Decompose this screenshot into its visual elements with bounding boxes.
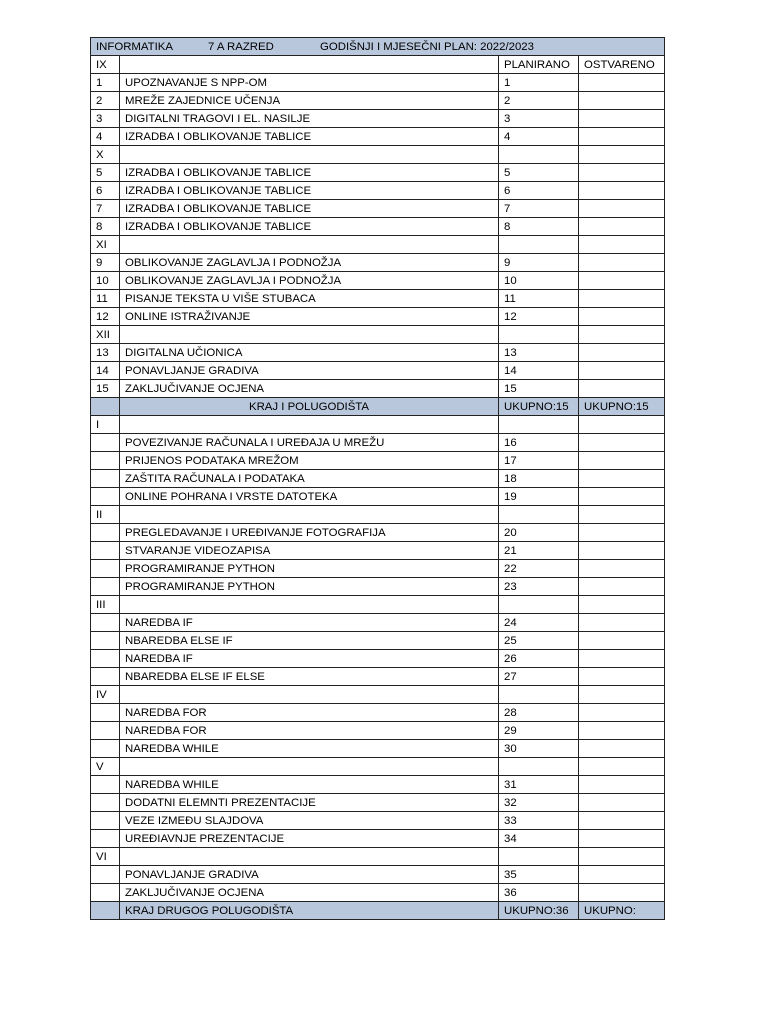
row-number-cell [91, 812, 120, 830]
done-cell [579, 416, 665, 434]
row-number-cell [91, 794, 120, 812]
row-number-cell [91, 542, 120, 560]
topic-cell: ZAKLJUČIVANJE OCJENA [120, 380, 499, 398]
topic-cell: NBAREDBA ELSE IF [120, 632, 499, 650]
row-number-cell [91, 866, 120, 884]
planned-cell [499, 506, 579, 524]
topic-cell: IZRADBA I OBLIKOVANJE TABLICE [120, 218, 499, 236]
planned-cell: 5 [499, 164, 579, 182]
topic-cell: DIGITALNA UČIONICA [120, 344, 499, 362]
month-row [91, 416, 665, 434]
month-row [91, 686, 665, 704]
planned-cell: 17 [499, 452, 579, 470]
topic-cell: NAREDBA FOR [120, 704, 499, 722]
plan-title: GODIŠNJI I MJESEČNI PLAN: 2022/2023 [320, 41, 534, 53]
topic-cell: NAREDBA IF [120, 650, 499, 668]
done-cell: OSTVARENO [579, 56, 665, 74]
month-row [91, 848, 665, 866]
topic-cell: KRAJ I POLUGODIŠTA [120, 398, 499, 416]
row-number-cell: 9 [91, 254, 120, 272]
done-cell [579, 650, 665, 668]
topic-cell: PROGRAMIRANJE PYTHON [120, 578, 499, 596]
topic-cell [120, 56, 499, 74]
row-number-cell: V [91, 758, 120, 776]
topic-cell: OBLIKOVANJE ZAGLAVLJA I PODNOŽJA [120, 254, 499, 272]
planned-cell: 15 [499, 380, 579, 398]
done-cell [579, 452, 665, 470]
row-number-cell [91, 632, 120, 650]
planned-cell: 30 [499, 740, 579, 758]
planned-cell: 16 [499, 434, 579, 452]
month-row [91, 758, 665, 776]
planned-cell [499, 758, 579, 776]
lesson-row [91, 650, 665, 668]
done-cell [579, 434, 665, 452]
topic-cell [120, 236, 499, 254]
lesson-row [91, 434, 665, 452]
planned-cell: 11 [499, 290, 579, 308]
row-number-cell: IV [91, 686, 120, 704]
topic-cell [120, 848, 499, 866]
row-number-cell: 5 [91, 164, 120, 182]
summary-row [91, 398, 665, 416]
done-cell [579, 92, 665, 110]
done-cell [579, 668, 665, 686]
topic-cell: NAREDBA WHILE [120, 776, 499, 794]
topic-cell: PISANJE TEKSTA U VIŠE STUBACA [120, 290, 499, 308]
planned-cell: 14 [499, 362, 579, 380]
lesson-row [91, 722, 665, 740]
planned-cell: UKUPNO:15 [499, 398, 579, 416]
annual-plan-table [90, 37, 665, 920]
done-cell [579, 632, 665, 650]
row-number-cell [91, 452, 120, 470]
planned-cell [499, 848, 579, 866]
lesson-row [91, 560, 665, 578]
lesson-row [91, 74, 665, 92]
lesson-row [91, 812, 665, 830]
planned-cell [499, 686, 579, 704]
done-cell [579, 470, 665, 488]
planned-cell: PLANIRANO [499, 56, 579, 74]
done-cell [579, 488, 665, 506]
row-number-cell: 11 [91, 290, 120, 308]
planned-cell [499, 326, 579, 344]
topic-cell: UPOZNAVANJE S NPP-OM [120, 74, 499, 92]
topic-cell: PRIJENOS PODATAKA MREŽOM [120, 452, 499, 470]
planned-cell: 24 [499, 614, 579, 632]
row-number-cell: 1 [91, 74, 120, 92]
topic-cell: DIGITALNI TRAGOVI I EL. NASILJE [120, 110, 499, 128]
planned-cell: 32 [499, 794, 579, 812]
planned-cell: 22 [499, 560, 579, 578]
row-number-cell: 15 [91, 380, 120, 398]
planned-cell [499, 416, 579, 434]
topic-cell: PONAVLJANJE GRADIVA [120, 866, 499, 884]
done-cell [579, 236, 665, 254]
topic-cell [120, 416, 499, 434]
lesson-row [91, 128, 665, 146]
done-cell [579, 110, 665, 128]
row-number-cell [91, 470, 120, 488]
lesson-row [91, 794, 665, 812]
planned-cell: 7 [499, 200, 579, 218]
done-cell: UKUPNO: [579, 902, 665, 920]
row-number-cell: II [91, 506, 120, 524]
topic-cell [120, 686, 499, 704]
done-cell [579, 308, 665, 326]
lesson-row [91, 290, 665, 308]
planned-cell: 27 [499, 668, 579, 686]
lesson-row [91, 524, 665, 542]
topic-cell: VEZE IZMEĐU SLAJDOVA [120, 812, 499, 830]
planned-cell: 33 [499, 812, 579, 830]
row-number-cell [91, 902, 120, 920]
planned-cell: 6 [499, 182, 579, 200]
topic-cell: KRAJ DRUGOG POLUGODIŠTA [120, 902, 499, 920]
topic-cell: PONAVLJANJE GRADIVA [120, 362, 499, 380]
row-number-cell: 12 [91, 308, 120, 326]
done-cell [579, 542, 665, 560]
row-number-cell [91, 668, 120, 686]
done-cell [579, 200, 665, 218]
done-cell [579, 848, 665, 866]
topic-cell: OBLIKOVANJE ZAGLAVLJA I PODNOŽJA [120, 272, 499, 290]
planned-cell: 31 [499, 776, 579, 794]
row-number-cell: I [91, 416, 120, 434]
planned-cell: 10 [499, 272, 579, 290]
done-cell [579, 740, 665, 758]
planned-cell: 18 [499, 470, 579, 488]
planned-cell: 35 [499, 866, 579, 884]
done-cell [579, 830, 665, 848]
row-number-cell: XI [91, 236, 120, 254]
done-cell [579, 578, 665, 596]
topic-cell [120, 758, 499, 776]
row-number-cell [91, 776, 120, 794]
plan-table-body [91, 38, 665, 920]
topic-cell: MREŽE ZAJEDNICE UČENJA [120, 92, 499, 110]
lesson-row [91, 614, 665, 632]
month-row [91, 236, 665, 254]
row-number-cell [91, 614, 120, 632]
lesson-row [91, 92, 665, 110]
planned-cell: 19 [499, 488, 579, 506]
lesson-row [91, 380, 665, 398]
topic-cell: IZRADBA I OBLIKOVANJE TABLICE [120, 182, 499, 200]
done-cell [579, 182, 665, 200]
topic-cell: PREGLEDAVANJE I UREĐIVANJE FOTOGRAFIJA [120, 524, 499, 542]
planned-cell [499, 236, 579, 254]
topic-cell: STVARANJE VIDEOZAPISA [120, 542, 499, 560]
topic-cell: NAREDBA WHILE [120, 740, 499, 758]
summary-row [91, 902, 665, 920]
done-cell [579, 362, 665, 380]
row-number-cell: 14 [91, 362, 120, 380]
planned-cell: 3 [499, 110, 579, 128]
planned-cell: 13 [499, 344, 579, 362]
done-cell [579, 794, 665, 812]
month-row [91, 506, 665, 524]
done-cell [579, 866, 665, 884]
topic-cell [120, 596, 499, 614]
subject-label: INFORMATIKA [96, 41, 173, 53]
row-number-cell [91, 884, 120, 902]
lesson-row [91, 344, 665, 362]
lesson-row [91, 182, 665, 200]
month-row [91, 56, 665, 74]
lesson-row [91, 830, 665, 848]
done-cell [579, 146, 665, 164]
row-number-cell: 3 [91, 110, 120, 128]
lesson-row [91, 866, 665, 884]
done-cell [579, 218, 665, 236]
done-cell [579, 776, 665, 794]
topic-cell: IZRADBA I OBLIKOVANJE TABLICE [120, 200, 499, 218]
planned-cell [499, 596, 579, 614]
lesson-row [91, 272, 665, 290]
topic-cell: POVEZIVANJE RAČUNALA I UREĐAJA U MREŽU [120, 434, 499, 452]
lesson-row [91, 200, 665, 218]
lesson-row [91, 308, 665, 326]
done-cell [579, 524, 665, 542]
planned-cell: 21 [499, 542, 579, 560]
topic-cell: NBAREDBA ELSE IF ELSE [120, 668, 499, 686]
done-cell [579, 74, 665, 92]
title-row [91, 38, 665, 56]
lesson-row [91, 884, 665, 902]
done-cell [579, 326, 665, 344]
done-cell [579, 812, 665, 830]
lesson-row [91, 542, 665, 560]
done-cell [579, 614, 665, 632]
planned-cell: 8 [499, 218, 579, 236]
topic-cell: IZRADBA I OBLIKOVANJE TABLICE [120, 128, 499, 146]
row-number-cell [91, 650, 120, 668]
row-number-cell: III [91, 596, 120, 614]
topic-cell [120, 146, 499, 164]
row-number-cell: 6 [91, 182, 120, 200]
topic-cell: ONLINE ISTRAŽIVANJE [120, 308, 499, 326]
done-cell [579, 164, 665, 182]
row-number-cell: XII [91, 326, 120, 344]
planned-cell: 29 [499, 722, 579, 740]
done-cell [579, 596, 665, 614]
row-number-cell: 8 [91, 218, 120, 236]
lesson-row [91, 110, 665, 128]
topic-cell: ZAKLJUČIVANJE OCJENA [120, 884, 499, 902]
planned-cell: 25 [499, 632, 579, 650]
row-number-cell [91, 830, 120, 848]
planned-cell: 2 [499, 92, 579, 110]
topic-cell: NAREDBA IF [120, 614, 499, 632]
lesson-row [91, 632, 665, 650]
planned-cell: 12 [499, 308, 579, 326]
done-cell [579, 344, 665, 362]
row-number-cell: 4 [91, 128, 120, 146]
done-cell [579, 506, 665, 524]
done-cell [579, 254, 665, 272]
row-number-cell [91, 398, 120, 416]
row-number-cell [91, 704, 120, 722]
topic-cell [120, 506, 499, 524]
lesson-row [91, 254, 665, 272]
done-cell: UKUPNO:15 [579, 398, 665, 416]
month-row [91, 146, 665, 164]
row-number-cell: 10 [91, 272, 120, 290]
row-number-cell: VI [91, 848, 120, 866]
lesson-row [91, 164, 665, 182]
lesson-row [91, 362, 665, 380]
lesson-row [91, 488, 665, 506]
lesson-row [91, 218, 665, 236]
row-number-cell: 2 [91, 92, 120, 110]
topic-cell: UREĐIAVNJE PREZENTACIJE [120, 830, 499, 848]
row-number-cell [91, 488, 120, 506]
month-row [91, 596, 665, 614]
topic-cell: ZAŠTITA RAČUNALA I PODATAKA [120, 470, 499, 488]
lesson-row [91, 578, 665, 596]
done-cell [579, 686, 665, 704]
planned-cell: 34 [499, 830, 579, 848]
done-cell [579, 704, 665, 722]
lesson-row [91, 470, 665, 488]
planned-cell: 36 [499, 884, 579, 902]
topic-cell: DODATNI ELEMNTI PREZENTACIJE [120, 794, 499, 812]
class-label: 7 A RAZRED [208, 41, 274, 53]
done-cell [579, 128, 665, 146]
lesson-row [91, 668, 665, 686]
lesson-row [91, 740, 665, 758]
title-cell [91, 38, 665, 56]
topic-cell: PROGRAMIRANJE PYTHON [120, 560, 499, 578]
row-number-cell [91, 524, 120, 542]
row-number-cell: 7 [91, 200, 120, 218]
planned-cell: 26 [499, 650, 579, 668]
row-number-cell [91, 722, 120, 740]
row-number-cell: IX [91, 56, 120, 74]
lesson-row [91, 704, 665, 722]
planned-cell: 20 [499, 524, 579, 542]
row-number-cell [91, 740, 120, 758]
planned-cell [499, 146, 579, 164]
month-row [91, 326, 665, 344]
planned-cell: UKUPNO:36 [499, 902, 579, 920]
done-cell [579, 380, 665, 398]
row-number-cell: 13 [91, 344, 120, 362]
lesson-row [91, 452, 665, 470]
planned-cell: 9 [499, 254, 579, 272]
row-number-cell: X [91, 146, 120, 164]
done-cell [579, 272, 665, 290]
topic-cell: ONLINE POHRANA I VRSTE DATOTEKA [120, 488, 499, 506]
planned-cell: 23 [499, 578, 579, 596]
row-number-cell [91, 578, 120, 596]
row-number-cell [91, 560, 120, 578]
lesson-row [91, 776, 665, 794]
topic-cell [120, 326, 499, 344]
done-cell [579, 722, 665, 740]
done-cell [579, 560, 665, 578]
planned-cell: 28 [499, 704, 579, 722]
planned-cell: 1 [499, 74, 579, 92]
done-cell [579, 884, 665, 902]
topic-cell: IZRADBA I OBLIKOVANJE TABLICE [120, 164, 499, 182]
done-cell [579, 290, 665, 308]
planned-cell: 4 [499, 128, 579, 146]
done-cell [579, 758, 665, 776]
topic-cell: NAREDBA FOR [120, 722, 499, 740]
row-number-cell [91, 434, 120, 452]
